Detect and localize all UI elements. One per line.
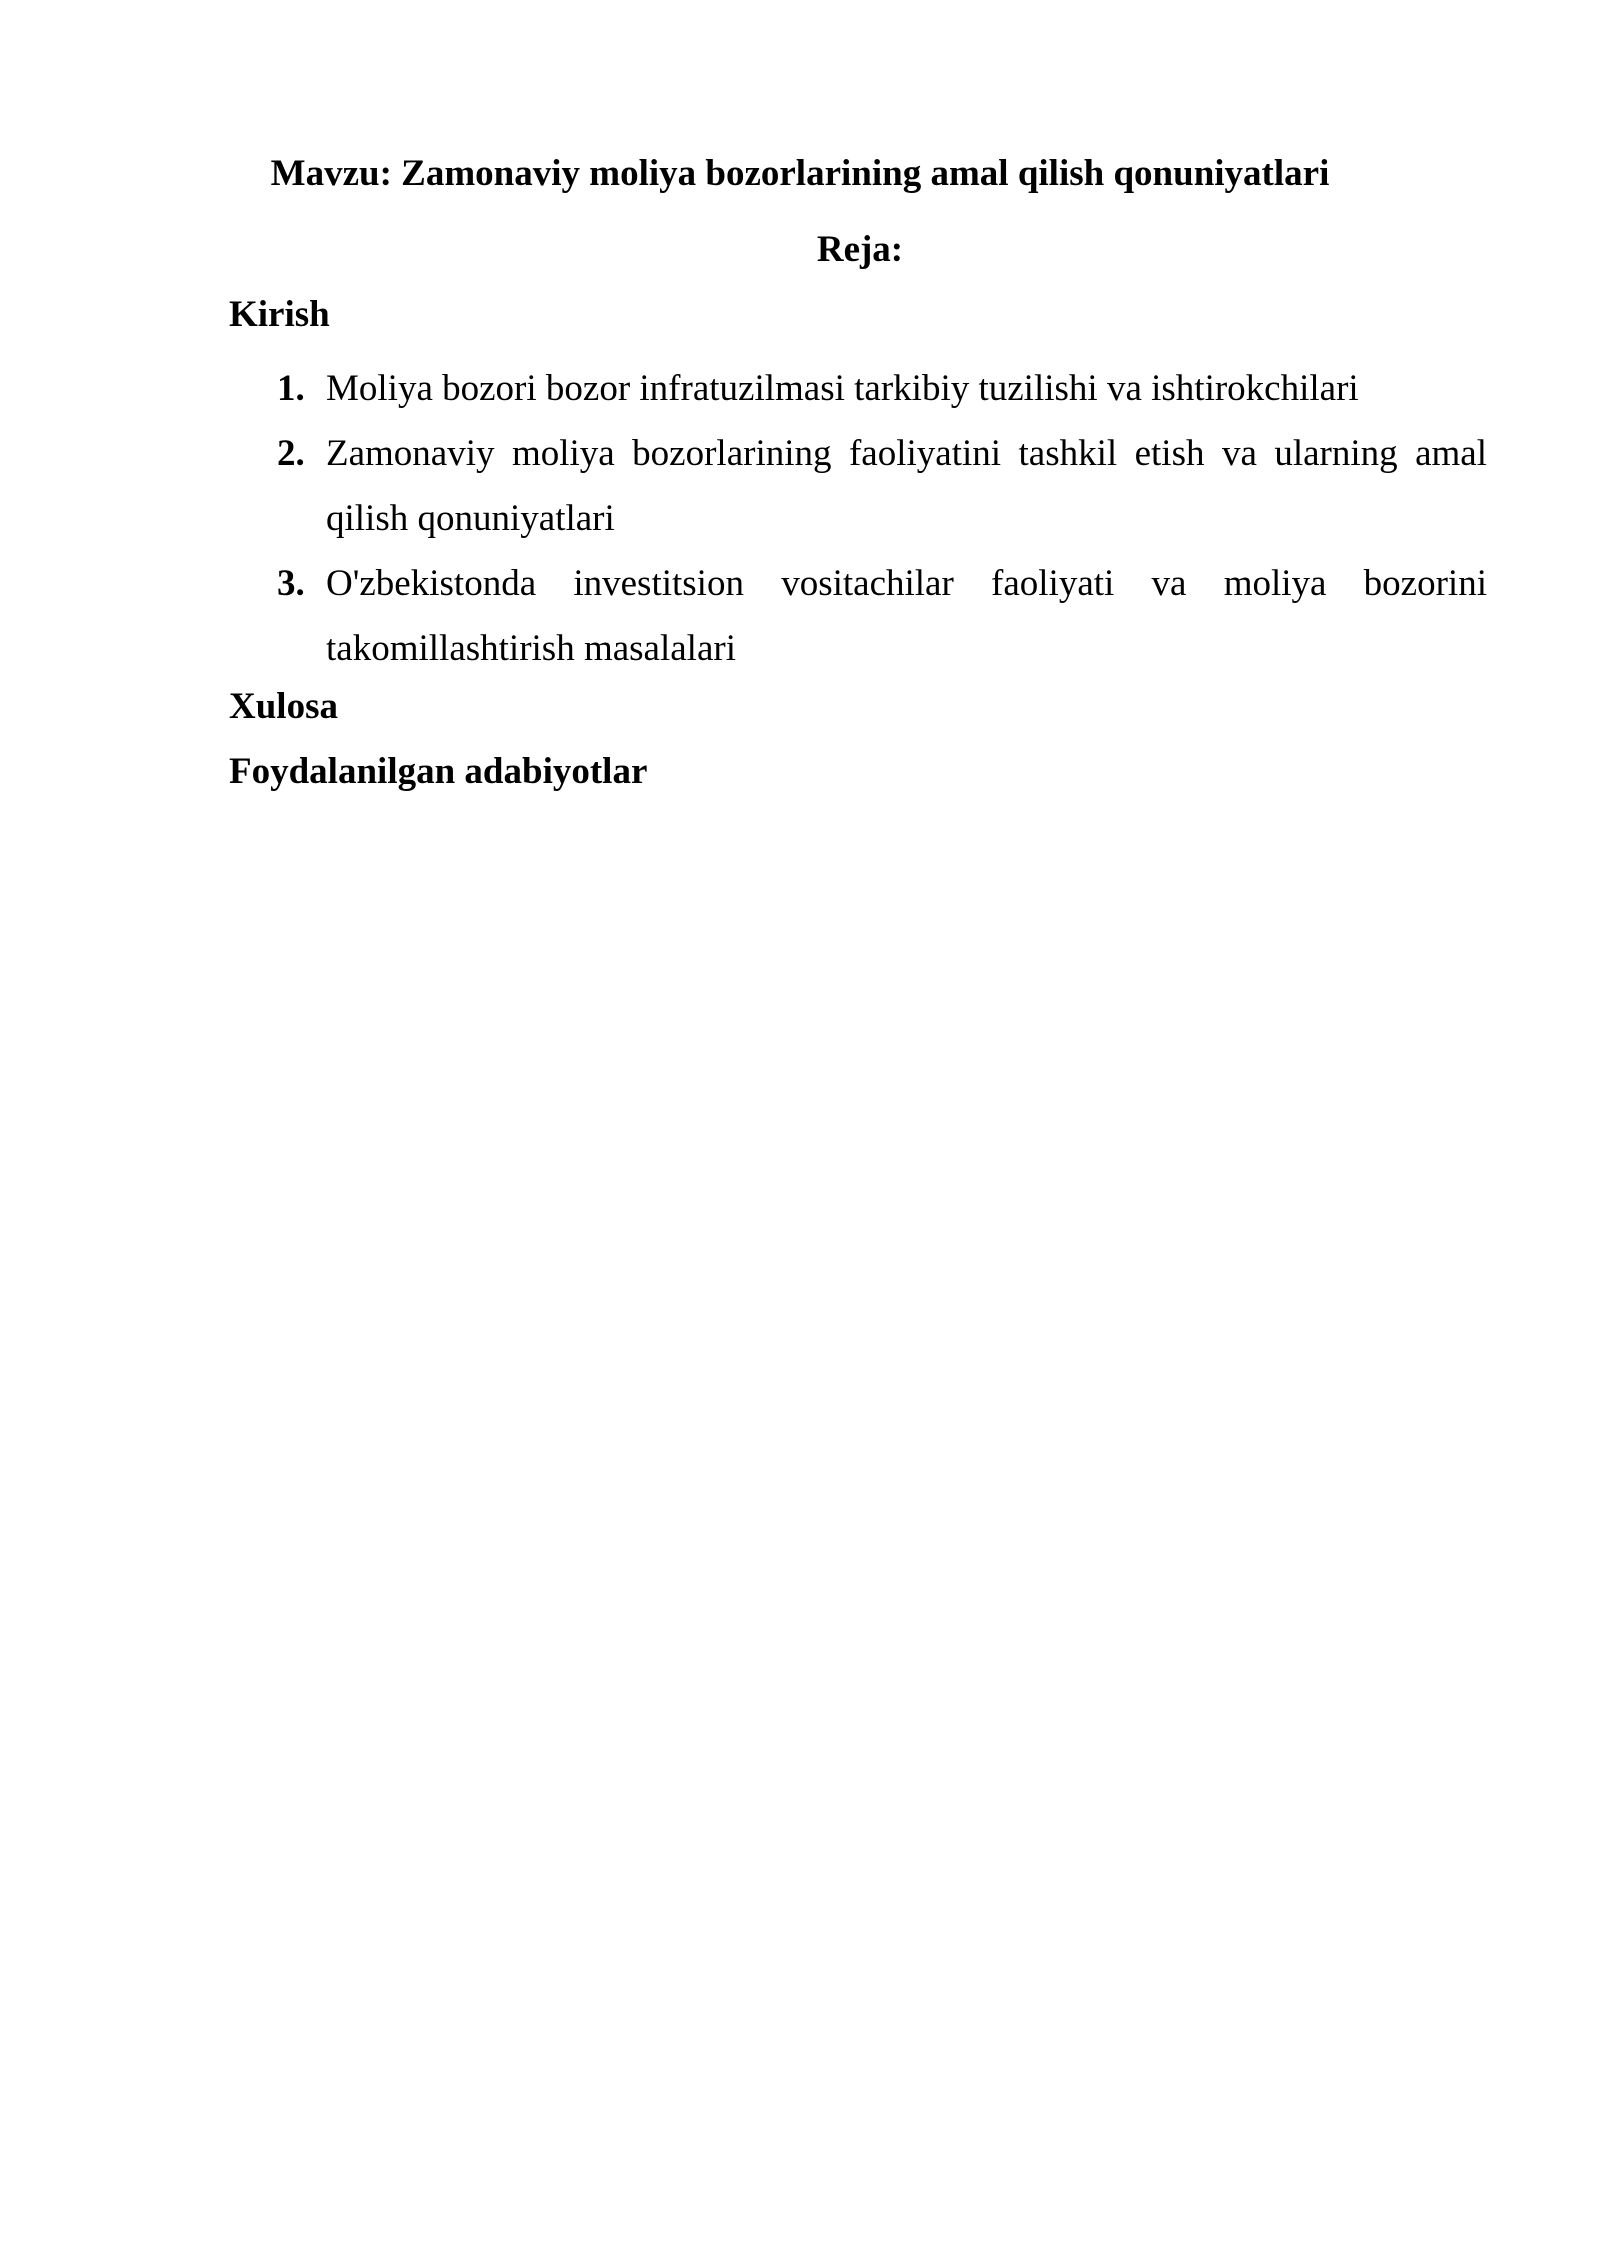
- references-heading: Foydalanilgan adabiyotlar: [229, 751, 648, 792]
- plan-item-number: 2.: [277, 433, 305, 474]
- plan-item-text: Zamonaviy moliya bozorlarining faoliyatini tashkil etish va ularning amal qilish qonuniyatlari: [326, 433, 1487, 539]
- plan-list: [229, 356, 1487, 681]
- document-title: Mavzu: Zamonaviy moliya bozorlarining amal qilish qonuniyatlari: [270, 153, 1330, 194]
- plan-item: [229, 356, 1487, 421]
- plan-item: [229, 551, 1487, 681]
- intro-heading: Kirish: [229, 294, 330, 335]
- plan-item-text: Moliya bozori bozor infratuzilmasi tarkibiy tuzilishi va ishtirokchilari: [326, 368, 1359, 409]
- plan-heading: Reja:: [816, 229, 904, 270]
- conclusion-heading: Xulosa: [229, 686, 338, 727]
- plan-item-text: O'zbekistonda investitsion vositachilar faoliyati va moliya bozorini takomillashtirish masalalari: [326, 563, 1487, 669]
- plan-item-number: 1.: [277, 368, 305, 409]
- plan-item-number: 3.: [277, 563, 305, 604]
- plan-item: [229, 421, 1487, 551]
